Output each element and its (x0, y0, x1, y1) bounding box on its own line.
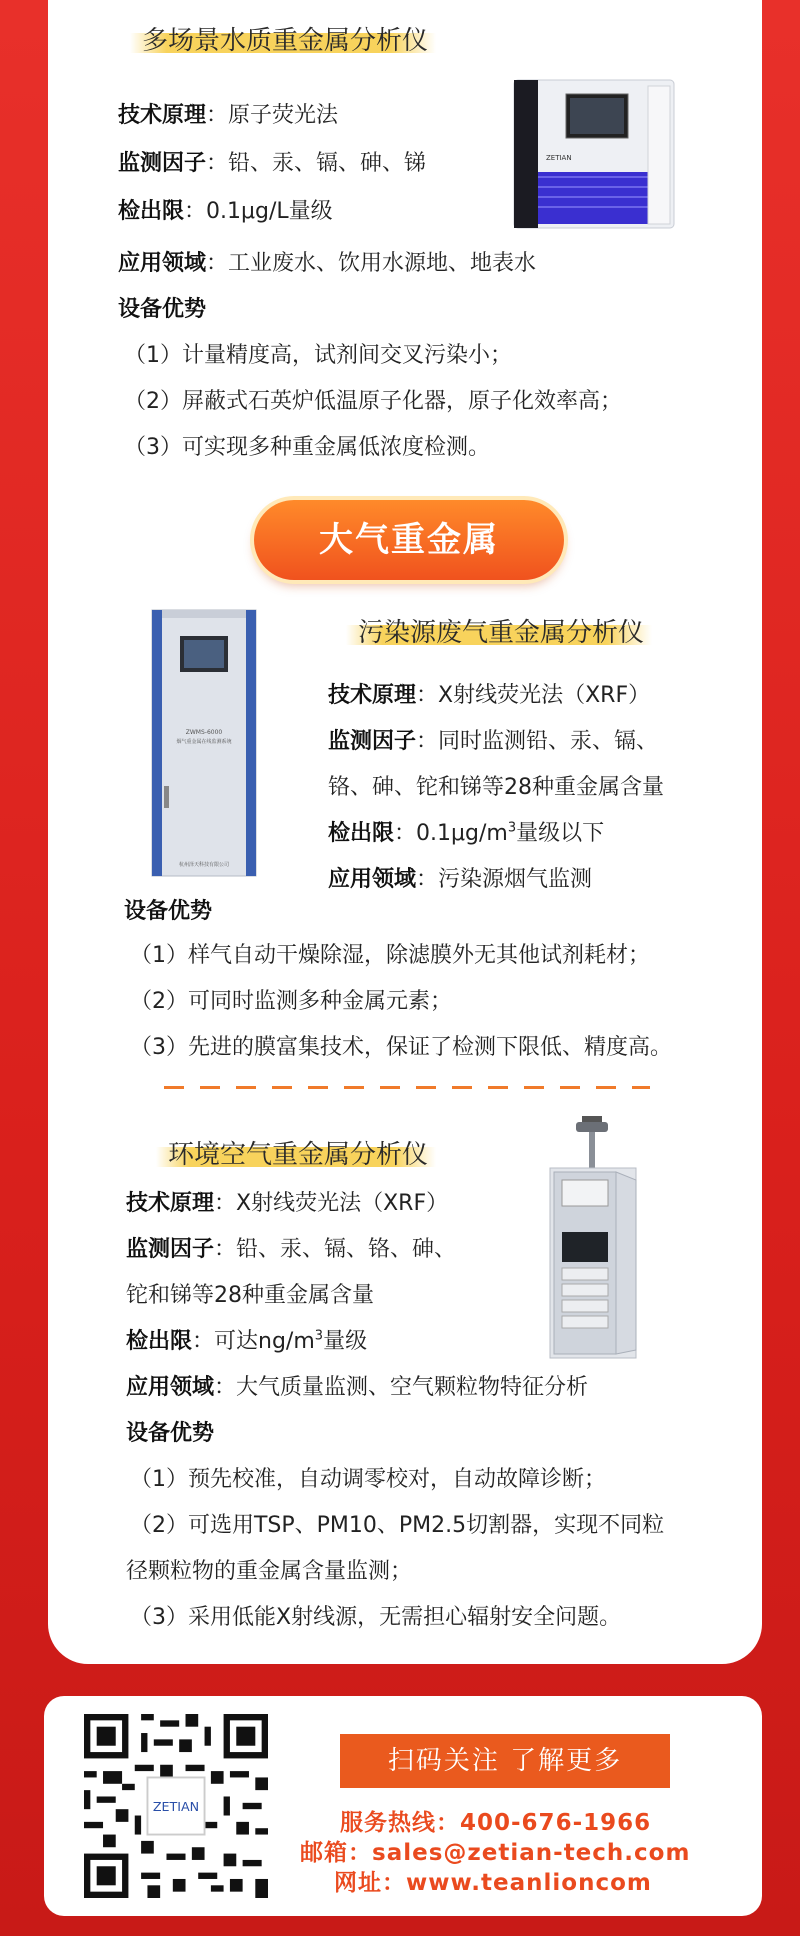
section2-factor: 监测因子：同时监测铅、汞、镉、 (328, 729, 659, 754)
air-heavy-metal-banner: 大气重金属 (254, 500, 564, 580)
email-text[interactable]: 邮箱：sales@zetian-tech.com (300, 1840, 691, 1866)
website-text[interactable]: 网址：www.teanlioncom (334, 1870, 652, 1896)
device2-company: 杭州泽天科技有限公司 (178, 862, 230, 868)
section3-limit: 检出限：可达$ng/m^3$量级 (126, 1328, 368, 1354)
section3-factor: 监测因子：铅、汞、镉、铬、砷、 (126, 1237, 457, 1262)
section1-limit: 检出限：0.1μg/L量级 (118, 199, 333, 224)
section2-adv-item: （1）样气自动干燥除湿，除滤膜外无其他试剂耗材； (130, 943, 650, 968)
section1-adv-item: （3）可实现多种重金属低浓度检测。 (124, 435, 490, 460)
section1-principle: 技术原理：原子荧光法 (118, 103, 339, 128)
section3-principle: 技术原理：X射线荧光法（XRF） (126, 1191, 449, 1216)
flue-gas-analyzer-image (150, 606, 258, 880)
section3-adv-item: 径颗粒物的重金属含量监测； (126, 1559, 413, 1584)
section1-adv-item: （2）屏蔽式石英炉低温原子化器，原子化效率高； (124, 389, 622, 414)
section3-adv-item: （1）预先校准，自动调零校对，自动故障诊断； (130, 1467, 606, 1492)
section3-factor-cont: 铊和锑等28种重金属含量 (126, 1283, 374, 1308)
hotline-text[interactable]: 服务热线：400-676-1966 (340, 1810, 652, 1836)
section-divider (164, 1086, 650, 1089)
section1-adv-label: 设备优势 (118, 297, 207, 322)
section2-title: 污染源废气重金属分析仪 (346, 612, 652, 649)
section2-adv-label: 设备优势 (124, 899, 213, 924)
section1-field: 应用领域：工业废水、饮用水源地、地表水 (118, 251, 537, 276)
water-analyzer-image (510, 76, 680, 232)
section3-adv-item: （2）可选用TSP、PM10、PM2.5切割器，实现不同粒 (130, 1513, 665, 1538)
section1-adv-item: （1）计量精度高，试剂间交叉污染小； (124, 343, 512, 368)
section3-adv-label: 设备优势 (126, 1421, 215, 1446)
section3-title: 环境空气重金属分析仪 (156, 1134, 436, 1171)
device2-name: 烟气重金属在线监测系统 (176, 739, 232, 745)
qr-brand-label: ZETIAN (152, 1799, 200, 1815)
section2-field: 应用领域：污染源烟气监测 (328, 867, 593, 892)
section2-limit: 检出限：$0.1\mu g/m^3$量级以下 (328, 820, 605, 846)
section2-factor-cont: 铬、砷、铊和锑等28种重金属含量 (328, 775, 664, 800)
device2-model: ZWMS-6000 (185, 729, 223, 736)
section3-field: 应用领域：大气质量监测、空气颗粒物特征分析 (126, 1375, 589, 1400)
scan-follow-button[interactable]: 扫码关注 了解更多 (340, 1734, 670, 1788)
brand-label: ZETIAN (546, 154, 572, 162)
air-analyzer-image (546, 1114, 642, 1364)
section3-adv-item: （3）采用低能X射线源，无需担心辐射安全问题。 (130, 1605, 622, 1630)
footer-card (44, 1696, 762, 1916)
section2-adv-item: （3）先进的膜富集技术，保证了检测下限低、精度高。 (130, 1035, 672, 1060)
section2-principle: 技术原理：X射线荧光法（XRF） (328, 683, 651, 708)
section1-title: 多场景水质重金属分析仪 (130, 20, 436, 57)
section1-factor: 监测因子：铅、汞、镉、砷、锑 (118, 151, 427, 176)
section2-adv-item: （2）可同时监测多种金属元素； (130, 989, 452, 1014)
qr-code-icon[interactable] (84, 1714, 268, 1898)
